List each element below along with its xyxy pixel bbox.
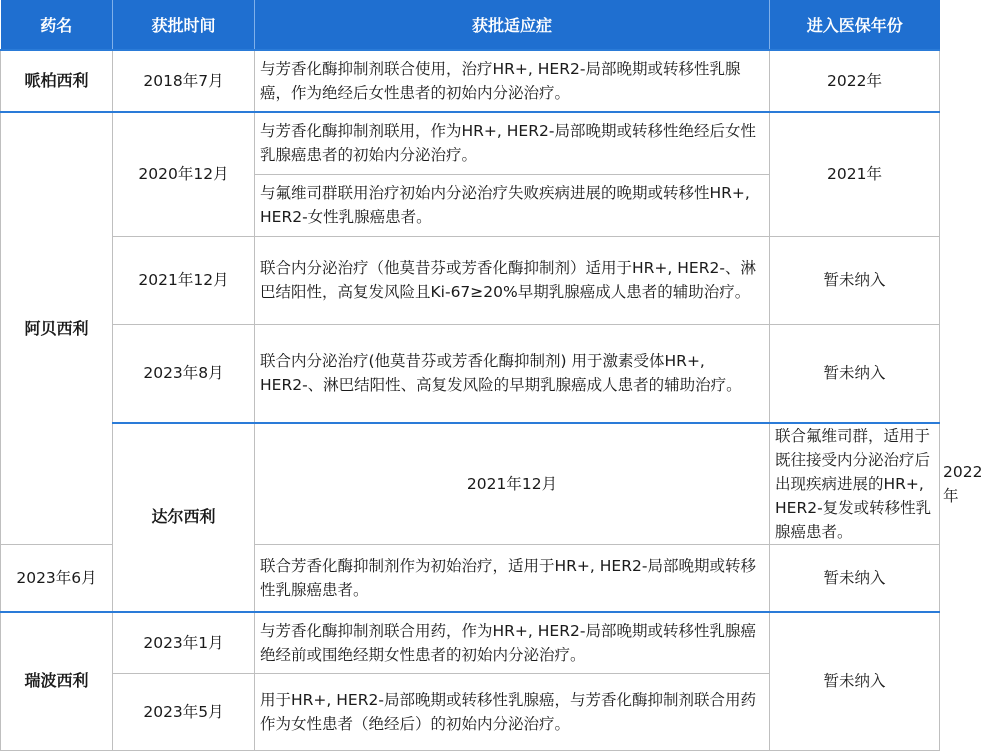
header-drug: 药名 — [1, 0, 113, 50]
insurance-year: 暂未纳入 — [770, 324, 940, 423]
drug-name: 瑞波西利 — [1, 612, 113, 751]
approval-time: 2021年12月 — [255, 423, 770, 545]
table-row — [1, 112, 940, 174]
table-row — [1, 324, 940, 423]
header-indication: 获批适应症 — [255, 0, 770, 50]
header-insurance-year: 进入医保年份 — [770, 0, 940, 50]
drug-name: 阿贝西利 — [1, 112, 113, 545]
indication-text: 与氟维司群联用治疗初始内分泌治疗失败疾病进展的晚期或转移性HR+, HER2-女性乳腺癌患者。 — [255, 174, 770, 236]
drug-name: 哌柏西利 — [1, 50, 113, 112]
indication-text: 联合内分泌治疗（他莫昔芬或芳香化酶抑制剂）适用于HR+, HER2-、淋巴结阳性，高复发风险且Ki-67≥20%早期乳腺癌成人患者的辅助治疗。 — [255, 236, 770, 324]
indication-text: 与芳香化酶抑制剂联合使用，治疗HR+, HER2-局部晚期或转移性乳腺癌，作为绝经后女性患者的初始内分泌治疗。 — [255, 50, 770, 112]
indication-text: 与芳香化酶抑制剂联合用药，作为HR+, HER2-局部晚期或转移性乳腺癌绝经前或围绝经期女性患者的初始内分泌治疗。 — [255, 612, 770, 674]
drug-name: 达尔西利 — [113, 423, 255, 612]
table-row — [1, 236, 940, 324]
insurance-year: 暂未纳入 — [770, 612, 940, 751]
approval-time: 2023年5月 — [113, 674, 255, 751]
approval-time: 2021年12月 — [113, 236, 255, 324]
header-approval-time: 获批时间 — [113, 0, 255, 50]
header-row — [1, 0, 940, 50]
indication-text: 联合内分泌治疗(他莫昔芬或芳香化酶抑制剂) 用于激素受体HR+, HER2-、淋巴结阳性、高复发风险的早期乳腺癌成人患者的辅助治疗。 — [255, 324, 770, 423]
table-row: 达尔西利 2021年12月 联合氟维司群，适用于既往接受内分泌治疗后出现疾病进展的HR+, HER2-复发或转移性乳腺癌患者。 2022年 — [1, 423, 940, 545]
indication-text: 联合氟维司群，适用于既往接受内分泌治疗后出现疾病进展的HR+, HER2-复发或转移性乳腺癌患者。 — [770, 423, 940, 545]
table-row — [1, 612, 940, 674]
insurance-year: 暂未纳入 — [770, 545, 940, 612]
indication-text: 用于HR+, HER2-局部晚期或转移性乳腺癌，与芳香化酶抑制剂联合用药作为女性患者（绝经后）的初始内分泌治疗。 — [255, 674, 770, 751]
indication-text: 与芳香化酶抑制剂联用，作为HR+, HER2-局部晚期或转移性绝经后女性乳腺癌患者的初始内分泌治疗。 — [255, 112, 770, 174]
approval-time: 2018年7月 — [113, 50, 255, 112]
insurance-year: 暂未纳入 — [770, 236, 940, 324]
indication-text: 联合芳香化酶抑制剂作为初始治疗，适用于HR+, HER2-局部晚期或转移性乳腺癌患者。 — [255, 545, 770, 612]
insurance-year: 2022年 — [770, 50, 940, 112]
approval-time: 2023年8月 — [113, 324, 255, 423]
approval-time: 2023年1月 — [113, 612, 255, 674]
approval-time: 2020年12月 — [113, 112, 255, 236]
approval-time: 2023年6月 — [1, 545, 113, 612]
table-row — [1, 50, 940, 112]
insurance-year: 2021年 — [770, 112, 940, 236]
